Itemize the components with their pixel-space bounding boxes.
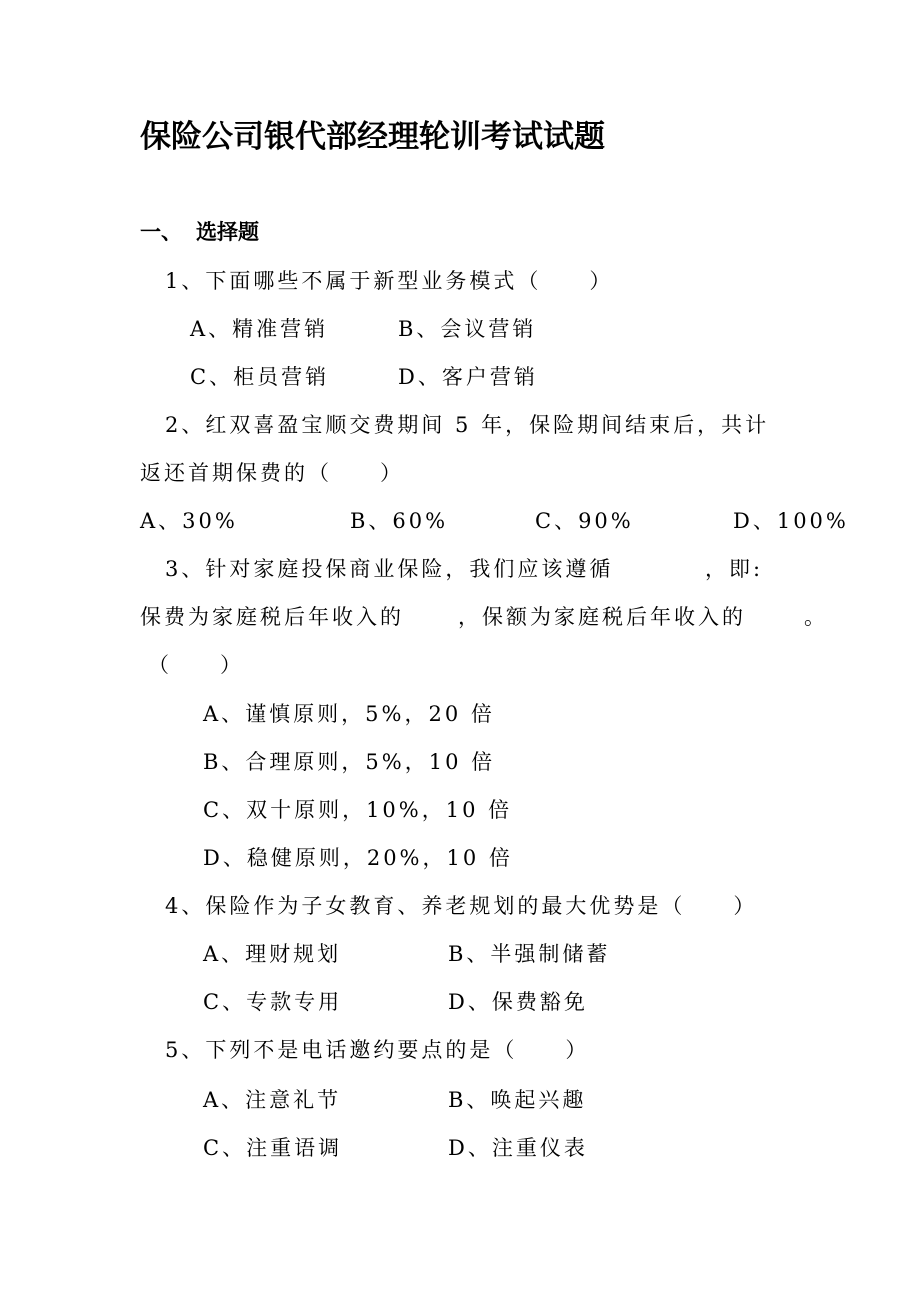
question-2-stem-line-2: 返还首期保费的（ ） <box>140 461 404 485</box>
question-3-stem-line-1b: ，即: <box>705 557 764 581</box>
question-1-option-a: A、精准营销 <box>190 317 329 341</box>
question-2-option-a: A、30% <box>140 509 238 533</box>
question-5-option-d: D、注重仪表 <box>448 1136 588 1160</box>
question-4-option-b: B、半强制储蓄 <box>448 942 611 966</box>
section-number: 一、 <box>140 220 182 244</box>
question-3-stem-line-2a: 保费为家庭税后年收入的 <box>140 605 404 629</box>
question-5-option-b: B、唤起兴趣 <box>448 1088 587 1112</box>
question-2-stem-line-1: 2、红双喜盈宝顺交费期间 5 年，保险期间结束后，共计 <box>165 413 770 437</box>
question-5-option-c: C、注重语调 <box>203 1136 343 1160</box>
question-4-option-d: D、保费豁免 <box>448 990 588 1014</box>
question-4-stem: 4、保险作为子女教育、养老规划的最大优势是（ ） <box>165 894 758 918</box>
question-3-option-d: D、稳健原则，20%，10 倍 <box>203 846 513 870</box>
question-3-stem-line-2b: ，保额为家庭税后年收入的 <box>458 605 746 629</box>
section-heading: 选择题 <box>196 220 259 244</box>
question-3-option-b: B、合理原则，5%，10 倍 <box>203 750 496 774</box>
question-3-answer-blank: （ ） <box>148 653 244 677</box>
question-4-option-c: C、专款专用 <box>203 990 343 1014</box>
question-4-option-a: A、理财规划 <box>203 942 342 966</box>
question-3-stem-line-1a: 3、针对家庭投保商业保险，我们应该遵循 <box>165 557 614 581</box>
question-5-stem: 5、下列不是电话邀约要点的是（ ） <box>165 1038 590 1062</box>
question-3-option-a: A、谨慎原则，5%，20 倍 <box>203 702 495 726</box>
question-2-option-d: D、100% <box>733 509 849 533</box>
document-title: 保险公司银代部经理轮训考试试题 <box>140 119 605 155</box>
question-2-option-b: B、60% <box>350 509 449 533</box>
question-3-option-c: C、双十原则，10%，10 倍 <box>203 798 513 822</box>
question-1-option-c: C、柜员营销 <box>190 365 330 389</box>
question-3-stem-line-2c: 。 <box>804 605 828 629</box>
question-2-option-c: C、90% <box>535 509 634 533</box>
question-5-option-a: A、注意礼节 <box>203 1088 342 1112</box>
question-1-stem: 1、下面哪些不属于新型业务模式（ ） <box>165 269 614 293</box>
question-1-option-b: B、会议营销 <box>398 317 537 341</box>
question-1-option-d: D、客户营销 <box>398 365 538 389</box>
